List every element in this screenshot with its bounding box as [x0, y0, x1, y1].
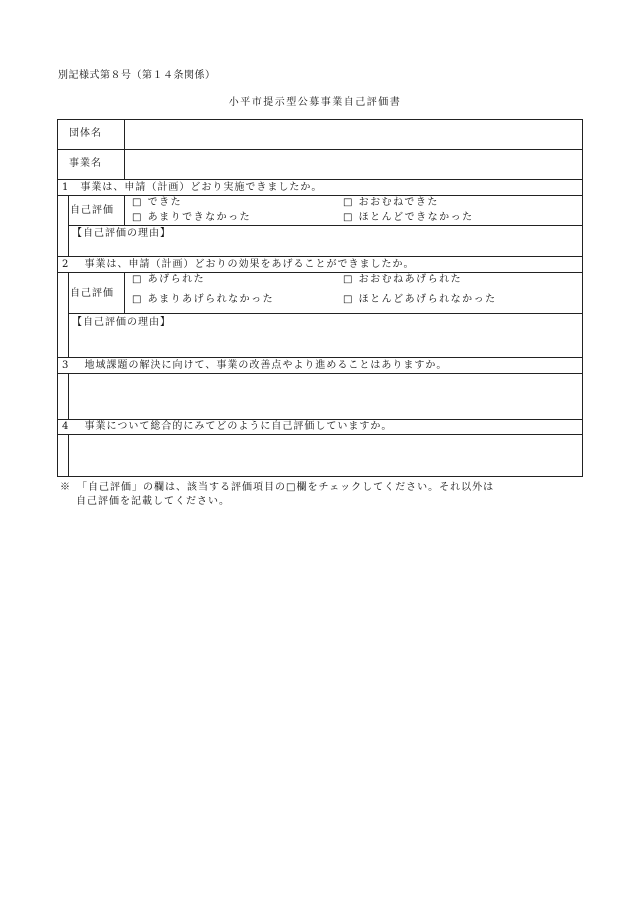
q2-self-eval-label: 自己評価: [70, 288, 114, 299]
note-line-2: 自己評価を記載してください。: [76, 496, 230, 507]
row-divider: [57, 272, 583, 273]
row-divider: [57, 434, 583, 435]
q1-reason-label: 【自己評価の理由】: [72, 228, 171, 239]
indent-divider: [68, 272, 69, 357]
q2-option-hardly-achieved[interactable]: □ ほとんどあげられなかった: [343, 294, 497, 305]
row-divider: [57, 195, 583, 196]
q1-option-mostly-not-done[interactable]: □ あまりできなかった: [132, 212, 252, 223]
q3-answer-field[interactable]: [70, 375, 581, 418]
q2-option-mostly-not-achieved[interactable]: □ あまりあげられなかった: [132, 294, 275, 305]
project-name-label: 事業名: [69, 158, 102, 169]
indent-divider: [68, 195, 69, 256]
q1-reason-field[interactable]: [70, 241, 581, 255]
label-column-divider: [124, 272, 125, 313]
q2-reason-label: 【自己評価の理由】: [72, 317, 171, 328]
row-divider: [57, 256, 583, 257]
project-name-field[interactable]: [126, 150, 581, 178]
q1-option-mostly-done[interactable]: □ おおむねできた: [343, 197, 439, 208]
note-line-1: ※ 「自己評価」の欄は、該当する評価項目の□欄をチェックしてください。それ以外は: [60, 482, 495, 493]
q1-self-eval-label: 自己評価: [70, 205, 114, 216]
q4-answer-field[interactable]: [70, 436, 581, 476]
q2-option-mostly-achieved[interactable]: □ おおむねあげられた: [343, 274, 463, 285]
row-divider: [57, 179, 583, 180]
indent-divider: [68, 434, 69, 477]
label-column-divider: [124, 195, 125, 225]
row-divider: [57, 373, 583, 374]
q3-question: 3 地域課題の解決に向けて、事業の改善点やより進めることはありますか。: [62, 360, 448, 371]
q2-question: 2 事業は、申請（計画）どおりの効果をあげることができましたか。: [62, 259, 415, 270]
indent-divider: [68, 373, 69, 419]
group-name-label: 団体名: [69, 128, 102, 139]
group-name-field[interactable]: [126, 120, 581, 148]
row-divider: [68, 313, 583, 314]
q2-option-achieved[interactable]: □ あげられた: [132, 274, 206, 285]
document-title: 小平市提示型公募事業自己評価書: [228, 97, 402, 108]
q1-option-hardly-done[interactable]: □ ほとんどできなかった: [343, 212, 474, 223]
row-divider: [57, 419, 583, 420]
q1-option-done[interactable]: □ できた: [132, 197, 183, 208]
q4-question: 4 事業について総合的にみてどのように自己評価していますか。: [62, 421, 393, 432]
row-divider: [57, 357, 583, 358]
label-column-divider: [124, 119, 125, 179]
q2-reason-field[interactable]: [70, 330, 581, 356]
q1-question: 1 事業は、申請（計画）どおり実施できましたか。: [62, 182, 323, 193]
form-number: 別記様式第８号（第１４条関係）: [58, 70, 216, 81]
row-divider: [68, 225, 583, 226]
